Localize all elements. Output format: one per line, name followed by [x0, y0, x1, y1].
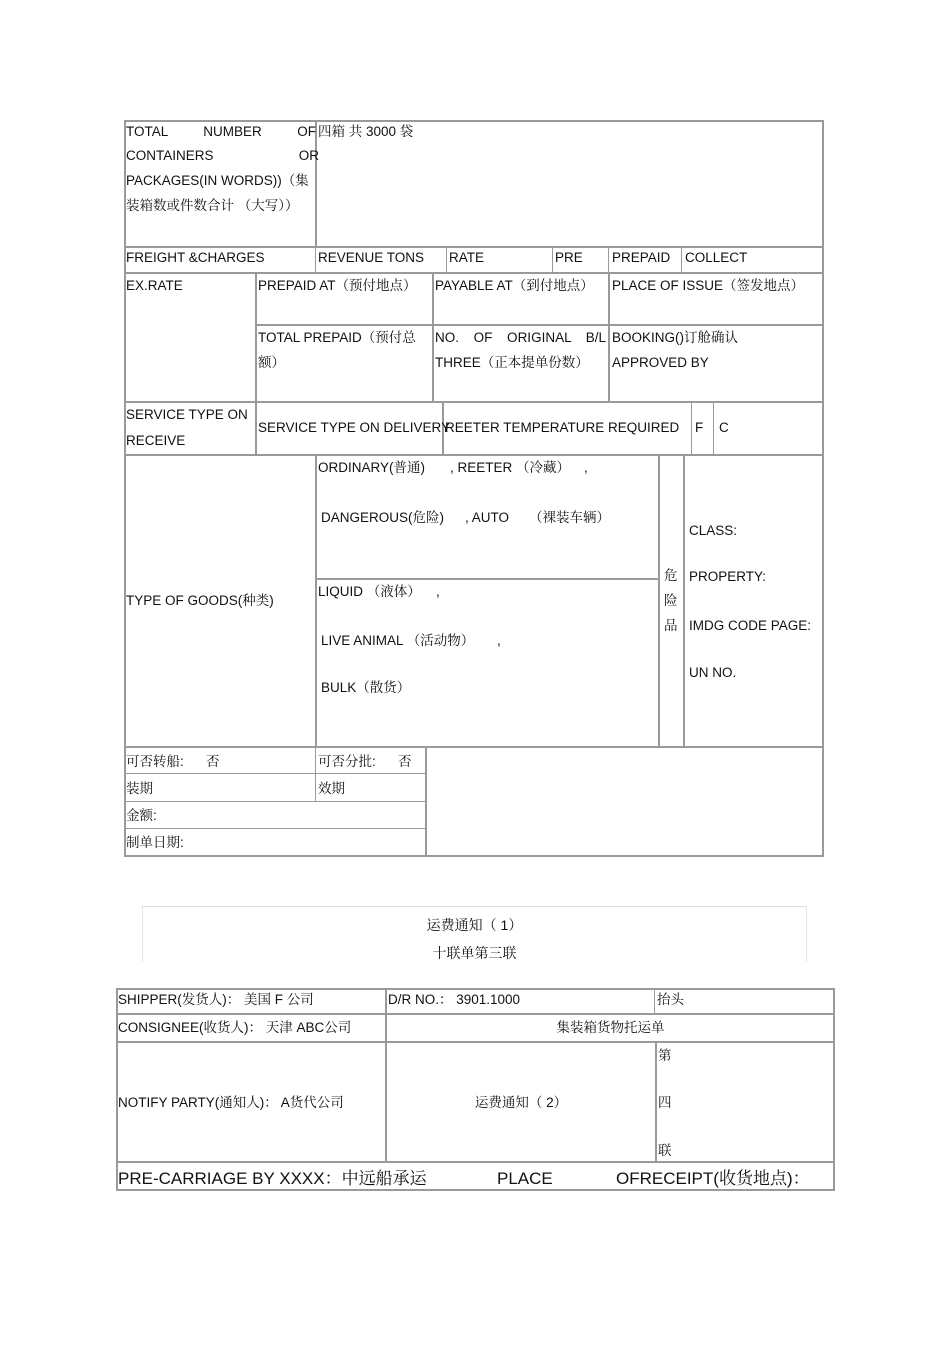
revenue-tons-label: REVENUE TONS: [318, 250, 425, 265]
freight-charges-label: FREIGHT &CHARGES: [126, 250, 265, 265]
shipper-field: SHIPPER(发货人)： 美国 F 公司: [118, 992, 314, 1007]
service-delivery-label: SERVICE TYPE ON DELIVERY: [258, 420, 451, 435]
original-bl-label-line1: NO. OF ORIGINAL B/L: [435, 330, 606, 345]
hazard-property-label: PROPERTY:: [689, 569, 767, 584]
goods-live-animal: LIVE ANIMAL （活动物）: [321, 633, 475, 648]
hazard-class-label: CLASS:: [689, 523, 738, 538]
goods-liquid: LIQUID （液体）: [318, 584, 421, 599]
transshipment-label: 可否转船:: [126, 754, 184, 769]
partial-shipment-label: 可否分批:: [318, 754, 376, 769]
total-label-line2: CONTAINERS OR: [126, 148, 319, 163]
dr-number-field: D/R NO.： 3901.1000: [388, 992, 521, 1007]
fahrenheit-label: F: [695, 420, 704, 435]
original-bl-label-line2: THREE（正本提单份数）: [435, 355, 589, 370]
goods-bulk: BULK（散货）: [321, 680, 411, 695]
consignee-field: CONSIGNEE(收货人)： 天津 ABC公司: [118, 1020, 352, 1035]
place-of-issue-label: PLACE OF ISSUE（签发地点）: [612, 278, 805, 293]
sheet-side-char-1: 第: [658, 1048, 672, 1063]
total-label-line3: PACKAGES(IN WORDS))（集: [126, 173, 309, 188]
un-no-label: UN NO.: [689, 665, 737, 680]
goods-ordinary: ORDINARY(普通): [318, 460, 426, 475]
place-of-receipt-label: OFRECEIPT(收货地点)：: [616, 1169, 810, 1188]
goods-dangerous: DANGEROUS(危险): [321, 510, 445, 525]
goods-auto-cn: （裸装车辆）: [529, 510, 610, 525]
type-of-goods-label: TYPE OF GOODS(种类): [126, 593, 274, 608]
sheet-side-char-3: 联: [658, 1143, 672, 1158]
hazard-char-1: 危: [664, 568, 678, 583]
header-field: 抬头: [657, 992, 684, 1007]
freight-notice-2: 运费通知（ 2）: [474, 1095, 568, 1110]
service-receive-label-line2: RECEIVE: [126, 433, 186, 448]
validity-label: 效期: [318, 781, 345, 796]
amount-label: 金额:: [126, 808, 157, 823]
caption-box: [142, 906, 807, 962]
caption-sheet-number: 十联单第三联: [432, 945, 517, 961]
total-label-line1: TOTAL NUMBER OF: [126, 124, 316, 139]
issue-date-label: 制单日期:: [126, 835, 184, 850]
collect-label: COLLECT: [685, 250, 748, 265]
service-receive-label-line1: SERVICE TYPE ON: [126, 407, 248, 422]
ex-rate-label: EX.RATE: [126, 278, 183, 293]
sheet-side-char-2: 四: [658, 1095, 672, 1110]
place-label: PLACE: [497, 1169, 553, 1188]
form-title: 集装箱货物托运单: [556, 1020, 665, 1035]
caption-freight-notice-1: 运费通知（ 1）: [426, 917, 523, 933]
partial-shipment-value: 否: [398, 754, 412, 769]
approved-by-label: APPROVED BY: [612, 355, 709, 370]
goods-comma-3: ,: [497, 633, 501, 648]
transshipment-value: 否: [206, 754, 220, 769]
goods-reeter: , REETER （冷藏）: [450, 460, 571, 475]
prepaid-label: PREPAID: [612, 250, 671, 265]
reeter-temperature-label: REETER TEMPERATURE REQUIRED: [445, 420, 680, 435]
total-prepaid-label-line2: 额）: [258, 355, 285, 370]
booking-label: BOOKING()订舱确认: [612, 330, 739, 345]
hazard-char-3: 品: [664, 618, 678, 633]
pre-carriage-field: PRE-CARRIAGE BY XXXX：中远船承运: [118, 1169, 427, 1188]
celsius-label: C: [719, 420, 729, 435]
hazard-char-2: 险: [664, 593, 678, 608]
loading-period-label: 装期: [126, 781, 153, 796]
goods-comma-2: ,: [436, 584, 440, 599]
total-label-line4: 装箱数或件数合计 （大写））: [126, 198, 299, 213]
imdg-code-page-label: IMDG CODE PAGE:: [689, 618, 812, 633]
total-value: 四箱 共 3000 袋: [318, 124, 414, 139]
notify-party-field: NOTIFY PARTY(通知人)： A货代公司: [118, 1095, 344, 1110]
payable-at-label: PAYABLE AT（到付地点）: [435, 278, 594, 293]
goods-comma-1: ,: [584, 460, 588, 475]
pre-label: PRE: [555, 250, 583, 265]
total-prepaid-label-line1: TOTAL PREPAID（预付总: [258, 330, 416, 345]
goods-auto: , AUTO: [465, 510, 510, 525]
prepaid-at-label: PREPAID AT（预付地点）: [258, 278, 417, 293]
rate-label: RATE: [449, 250, 485, 265]
